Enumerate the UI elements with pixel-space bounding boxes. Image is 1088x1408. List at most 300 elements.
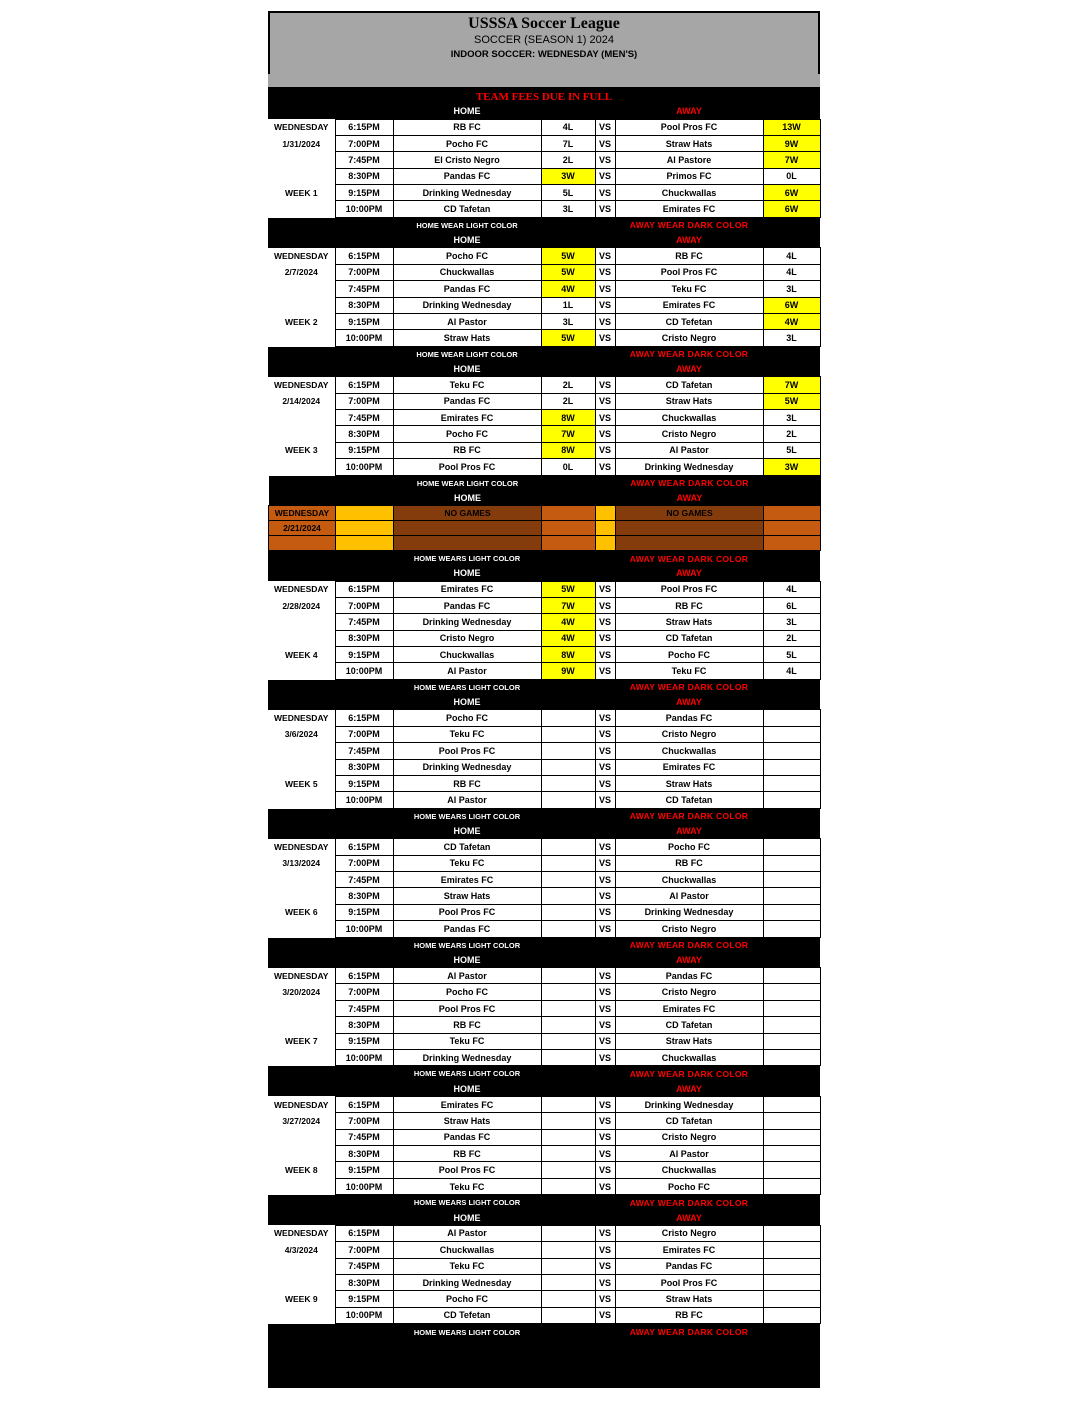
game-time: 9:15PM xyxy=(335,313,393,329)
table-row xyxy=(268,281,820,297)
vs-label: VS xyxy=(595,459,615,475)
game-time: 8:30PM xyxy=(335,1017,393,1033)
away-team: CD Tafetan xyxy=(615,792,763,808)
home-score xyxy=(541,1291,595,1307)
home-team: Pandas FC xyxy=(393,393,541,409)
home-score: 8W xyxy=(541,442,595,458)
game-time: 10:00PM xyxy=(335,663,393,679)
division-label: INDOOR SOCCER: WEDNESDAY (MEN'S) xyxy=(450,49,638,60)
sheet-footer xyxy=(268,1340,820,1388)
home-team: Teku FC xyxy=(393,1258,541,1274)
away-column-label: AWAY xyxy=(615,1210,763,1225)
home-score: 4W xyxy=(541,630,595,646)
home-team: Pandas FC xyxy=(393,1129,541,1145)
week-number: WEEK 5 xyxy=(268,775,335,791)
away-column-label: AWAY xyxy=(615,233,763,248)
home-score: 8W xyxy=(541,647,595,663)
game-time: 7:45PM xyxy=(335,409,393,425)
vs-label: VS xyxy=(595,168,615,184)
game-time: 6:15PM xyxy=(335,968,393,984)
away-wear-banner: AWAY WEAR DARK COLOR xyxy=(615,1066,763,1081)
fees-notice: TEAM FEES DUE IN FULL xyxy=(268,87,820,104)
away-team: Chuckwallas xyxy=(615,1050,763,1066)
vs-label: VS xyxy=(595,759,615,775)
table-row xyxy=(268,409,820,425)
vs-label: VS xyxy=(595,597,615,613)
away-score xyxy=(763,888,820,904)
away-score xyxy=(763,1225,820,1241)
vs-label: VS xyxy=(595,409,615,425)
home-team: CD Tafetan xyxy=(393,201,541,217)
home-team: Emirates FC xyxy=(393,581,541,597)
table-row xyxy=(268,921,820,937)
away-team: RB FC xyxy=(615,597,763,613)
away-team: Pandas FC xyxy=(615,1258,763,1274)
game-date: 1/31/2024 xyxy=(268,135,335,151)
game-time: 10:00PM xyxy=(335,921,393,937)
day-spacer xyxy=(268,1274,335,1290)
away-score: 4L xyxy=(763,581,820,597)
table-row xyxy=(268,393,820,409)
home-score xyxy=(541,1017,595,1033)
day-spacer xyxy=(268,330,335,346)
away-team: Straw Hats xyxy=(615,775,763,791)
vs-label: VS xyxy=(595,1033,615,1049)
away-team: RB FC xyxy=(615,855,763,871)
table-row xyxy=(268,168,820,184)
away-score xyxy=(763,792,820,808)
vs-label: VS xyxy=(595,393,615,409)
away-score xyxy=(763,839,820,855)
table-row xyxy=(268,1096,820,1112)
home-team: Al Pastor xyxy=(393,792,541,808)
table-row xyxy=(268,630,820,646)
home-score xyxy=(541,904,595,920)
game-time: 7:00PM xyxy=(335,984,393,1000)
game-time: 7:45PM xyxy=(335,152,393,168)
away-column-label: AWAY xyxy=(615,362,763,377)
home-team: CD Tefetan xyxy=(393,1307,541,1323)
vs-label: VS xyxy=(595,1017,615,1033)
table-row xyxy=(268,839,820,855)
week-number: WEEK 9 xyxy=(268,1291,335,1307)
table-row xyxy=(268,743,820,759)
score-cell xyxy=(542,506,596,521)
home-team: Emirates FC xyxy=(393,872,541,888)
home-team: Teku FC xyxy=(393,1178,541,1194)
vs-label: VS xyxy=(595,581,615,597)
home-team: Drinking Wednesday xyxy=(393,614,541,630)
vs-cell xyxy=(596,506,616,521)
final-away-banner: AWAY WEAR DARK COLOR xyxy=(615,1324,763,1340)
home-team: Drinking Wednesday xyxy=(393,297,541,313)
home-score: 5W xyxy=(541,330,595,346)
vs-label: VS xyxy=(595,921,615,937)
home-score: 2L xyxy=(541,393,595,409)
home-team: Pandas FC xyxy=(393,281,541,297)
day-spacer xyxy=(268,459,335,475)
away-team: Chuckwallas xyxy=(615,872,763,888)
vs-label: VS xyxy=(595,313,615,329)
table-row xyxy=(268,726,820,742)
game-date: 3/27/2024 xyxy=(268,1113,335,1129)
date-cell xyxy=(269,536,336,551)
away-score: 13W xyxy=(763,119,820,135)
away-score xyxy=(763,1017,820,1033)
table-row xyxy=(268,775,820,791)
away-score: 4L xyxy=(763,264,820,280)
game-time: 6:15PM xyxy=(335,839,393,855)
home-score xyxy=(541,710,595,726)
home-team: Al Pastor xyxy=(393,1225,541,1241)
game-time: 8:30PM xyxy=(335,888,393,904)
week-number: WEEK 3 xyxy=(268,442,335,458)
away-team: Cristo Negro xyxy=(615,921,763,937)
no-games-home: NO GAMES xyxy=(394,506,542,521)
table-row xyxy=(268,1000,820,1016)
vs-label: VS xyxy=(595,1162,615,1178)
home-team: Al Pastor xyxy=(393,968,541,984)
away-team: CD Tafetan xyxy=(615,630,763,646)
day-spacer xyxy=(268,614,335,630)
away-team: Emirates FC xyxy=(615,759,763,775)
away-score xyxy=(763,759,820,775)
home-score: 9W xyxy=(541,663,595,679)
home-team: RB FC xyxy=(393,1146,541,1162)
home-score xyxy=(541,888,595,904)
game-time: 9:15PM xyxy=(335,1033,393,1049)
table-row xyxy=(268,1291,820,1307)
table-row xyxy=(268,792,820,808)
away-team: CD Tefetan xyxy=(615,313,763,329)
home-column-label: HOME xyxy=(393,953,541,968)
game-time: 10:00PM xyxy=(335,1307,393,1323)
home-score xyxy=(541,726,595,742)
game-time: 9:15PM xyxy=(335,904,393,920)
day-spacer xyxy=(268,409,335,425)
home-team: Straw Hats xyxy=(393,1113,541,1129)
home-team: RB FC xyxy=(393,775,541,791)
day-spacer xyxy=(268,152,335,168)
away-score xyxy=(763,743,820,759)
away-score: 9W xyxy=(763,135,820,151)
vs-label: VS xyxy=(595,377,615,393)
vs-label: VS xyxy=(595,904,615,920)
away-team: CD Tafetan xyxy=(615,377,763,393)
home-wear-banner: HOME WEARS LIGHT COLOR xyxy=(393,1195,541,1210)
away-column-label: AWAY xyxy=(616,491,764,506)
home-team: Drinking Wednesday xyxy=(393,185,541,201)
vs-label: VS xyxy=(595,442,615,458)
game-time: 7:00PM xyxy=(335,264,393,280)
game-time: 7:45PM xyxy=(335,1000,393,1016)
away-score xyxy=(763,921,820,937)
week-number: WEEK 7 xyxy=(268,1033,335,1049)
vs-label: VS xyxy=(595,1178,615,1194)
week-block xyxy=(268,551,821,680)
away-team: Emirates FC xyxy=(615,297,763,313)
table-row xyxy=(268,663,820,679)
home-wear-banner: HOME WEARS LIGHT COLOR xyxy=(393,680,541,695)
away-team: Al Pastor xyxy=(615,442,763,458)
table-row xyxy=(268,888,820,904)
game-time: 9:15PM xyxy=(335,647,393,663)
table-row xyxy=(268,119,820,135)
home-score: 3L xyxy=(541,313,595,329)
away-team: Drinking Wednesday xyxy=(615,1096,763,1112)
away-team: Drinking Wednesday xyxy=(615,459,763,475)
home-column-label: HOME xyxy=(393,695,541,710)
game-time: 7:00PM xyxy=(335,393,393,409)
vs-label: VS xyxy=(595,1113,615,1129)
vs-label: VS xyxy=(595,888,615,904)
away-column-label: AWAY xyxy=(615,104,763,119)
table-row xyxy=(268,152,820,168)
away-team: Cristo Negro xyxy=(615,984,763,1000)
away-team: Pocho FC xyxy=(615,1178,763,1194)
home-score xyxy=(541,968,595,984)
game-time: 7:45PM xyxy=(335,872,393,888)
table-row xyxy=(268,330,820,346)
week-block xyxy=(268,938,821,1067)
table-row xyxy=(268,968,820,984)
home-score: 7W xyxy=(541,597,595,613)
vs-label: VS xyxy=(595,1146,615,1162)
home-score xyxy=(541,1000,595,1016)
away-team: Al Pastor xyxy=(615,888,763,904)
final-banner xyxy=(268,1324,820,1340)
away-score: 6W xyxy=(763,185,820,201)
away-score: 5L xyxy=(763,442,820,458)
away-wear-banner: AWAY WEAR DARK COLOR xyxy=(615,347,763,362)
home-score: 4W xyxy=(541,281,595,297)
away-score: 6W xyxy=(763,297,820,313)
table-row xyxy=(268,297,820,313)
home-column-label: HOME xyxy=(393,362,541,377)
away-score: 7W xyxy=(763,152,820,168)
vs-label: VS xyxy=(595,968,615,984)
home-column-label: HOME xyxy=(393,233,541,248)
no-games-cell xyxy=(616,536,764,551)
vs-label: VS xyxy=(595,614,615,630)
table-row xyxy=(268,1146,820,1162)
home-team: Chuckwallas xyxy=(393,1242,541,1258)
home-score: 2L xyxy=(541,152,595,168)
home-score: 8W xyxy=(541,409,595,425)
away-score: 3L xyxy=(763,281,820,297)
away-score: 6L xyxy=(763,597,820,613)
away-score: 4W xyxy=(763,313,820,329)
away-score: 5L xyxy=(763,647,820,663)
away-score xyxy=(763,1096,820,1112)
table-row xyxy=(268,264,820,280)
home-wear-banner: HOME WEARS LIGHT COLOR xyxy=(393,938,541,953)
away-wear-banner: AWAY WEAR DARK COLOR xyxy=(615,680,763,695)
game-time: 9:15PM xyxy=(335,442,393,458)
vs-cell xyxy=(596,521,616,536)
away-team: Teku FC xyxy=(615,663,763,679)
home-score xyxy=(541,1129,595,1145)
game-time: 8:30PM xyxy=(335,1146,393,1162)
home-score xyxy=(541,759,595,775)
vs-label: VS xyxy=(595,1050,615,1066)
away-team: Emirates FC xyxy=(615,1000,763,1016)
away-team: Pool Pros FC xyxy=(615,581,763,597)
away-score xyxy=(763,1033,820,1049)
home-team: Pool Pros FC xyxy=(393,459,541,475)
away-team: Chuckwallas xyxy=(615,743,763,759)
game-time: 7:00PM xyxy=(335,726,393,742)
home-team: Straw Hats xyxy=(393,888,541,904)
home-team: RB FC xyxy=(393,119,541,135)
game-time: 10:00PM xyxy=(335,201,393,217)
home-score: 5W xyxy=(541,264,595,280)
score-cell xyxy=(764,521,821,536)
home-team: Teku FC xyxy=(393,855,541,871)
game-time: 6:15PM xyxy=(335,1096,393,1112)
home-team: Pool Pros FC xyxy=(393,1000,541,1016)
day-spacer xyxy=(268,201,335,217)
game-time: 9:15PM xyxy=(335,775,393,791)
home-score: 7L xyxy=(541,135,595,151)
game-day: WEDNESDAY xyxy=(268,968,335,984)
away-team: Cristo Negro xyxy=(615,726,763,742)
home-wear-banner: HOME WEAR LIGHT COLOR xyxy=(393,347,541,362)
vs-label: VS xyxy=(595,426,615,442)
home-team: Al Pastor xyxy=(393,313,541,329)
time-cell xyxy=(336,521,394,536)
game-time: 6:15PM xyxy=(335,581,393,597)
table-row xyxy=(268,1017,820,1033)
home-team: Chuckwallas xyxy=(393,264,541,280)
away-team: Chuckwallas xyxy=(615,409,763,425)
home-wear-banner: HOME WEAR LIGHT COLOR xyxy=(394,476,542,491)
away-team: Emirates FC xyxy=(615,201,763,217)
away-score xyxy=(763,984,820,1000)
home-score xyxy=(541,1146,595,1162)
home-score xyxy=(541,1033,595,1049)
away-score: 0L xyxy=(763,168,820,184)
away-wear-banner: AWAY WEAR DARK COLOR xyxy=(615,218,763,233)
away-score xyxy=(763,904,820,920)
header-gap xyxy=(268,74,820,87)
away-score xyxy=(763,1162,820,1178)
week-number: WEEK 6 xyxy=(268,904,335,920)
vs-label: VS xyxy=(595,201,615,217)
game-date: 3/13/2024 xyxy=(268,855,335,871)
away-score xyxy=(763,1291,820,1307)
vs-cell xyxy=(596,536,616,551)
game-time: 9:15PM xyxy=(335,1162,393,1178)
table-row xyxy=(268,135,820,151)
game-time: 6:15PM xyxy=(335,377,393,393)
home-score xyxy=(541,839,595,855)
home-team: Pocho FC xyxy=(393,984,541,1000)
away-column-label: AWAY xyxy=(615,953,763,968)
away-score: 3W xyxy=(763,459,820,475)
away-team: Cristo Negro xyxy=(615,426,763,442)
game-date: 4/3/2024 xyxy=(268,1242,335,1258)
vs-label: VS xyxy=(595,855,615,871)
home-column-label: HOME xyxy=(393,824,541,839)
home-team: Pool Pros FC xyxy=(393,904,541,920)
week-block xyxy=(268,347,821,476)
day-spacer xyxy=(268,872,335,888)
day-spacer xyxy=(268,168,335,184)
home-score xyxy=(541,921,595,937)
table-row xyxy=(268,377,820,393)
away-team: Pool Pros FC xyxy=(615,119,763,135)
home-team: Pandas FC xyxy=(393,168,541,184)
away-team: Al Pastore xyxy=(615,152,763,168)
game-day: WEDNESDAY xyxy=(269,506,336,521)
day-spacer xyxy=(268,888,335,904)
table-row xyxy=(268,185,820,201)
home-score: 5W xyxy=(541,248,595,264)
game-time: 8:30PM xyxy=(335,426,393,442)
home-team: Cristo Negro xyxy=(393,630,541,646)
away-team: RB FC xyxy=(615,1307,763,1323)
home-team: Pocho FC xyxy=(393,1291,541,1307)
vs-label: VS xyxy=(595,872,615,888)
no-games-away: NO GAMES xyxy=(616,506,764,521)
home-column-label: HOME xyxy=(393,104,541,119)
away-score: 5W xyxy=(763,393,820,409)
away-team: Al Pastor xyxy=(615,1146,763,1162)
day-spacer xyxy=(268,663,335,679)
away-score xyxy=(763,775,820,791)
game-date: 2/7/2024 xyxy=(268,264,335,280)
home-team: Chuckwallas xyxy=(393,647,541,663)
day-spacer xyxy=(268,1129,335,1145)
game-time: 10:00PM xyxy=(335,459,393,475)
home-team: Pandas FC xyxy=(393,597,541,613)
home-wear-banner: HOME WEAR LIGHT COLOR xyxy=(393,218,541,233)
season-subtitle: SOCCER (SEASON 1) 2024 xyxy=(474,34,614,46)
day-spacer xyxy=(268,426,335,442)
home-score: 3L xyxy=(541,201,595,217)
home-score xyxy=(541,1096,595,1112)
home-score xyxy=(541,1307,595,1323)
home-score xyxy=(541,855,595,871)
table-row xyxy=(268,1178,820,1194)
home-score: 4L xyxy=(541,119,595,135)
game-time: 6:15PM xyxy=(335,1225,393,1241)
home-score: 4W xyxy=(541,614,595,630)
game-day: WEDNESDAY xyxy=(268,581,335,597)
table-row xyxy=(268,313,820,329)
away-score: 2L xyxy=(763,426,820,442)
day-spacer xyxy=(268,792,335,808)
table-row xyxy=(268,855,820,871)
game-time: 7:45PM xyxy=(335,614,393,630)
away-score xyxy=(763,1307,820,1323)
vs-label: VS xyxy=(595,297,615,313)
game-time: 7:00PM xyxy=(335,135,393,151)
away-team: Cristo Negro xyxy=(615,1225,763,1241)
away-team: Straw Hats xyxy=(615,1291,763,1307)
game-day: WEDNESDAY xyxy=(268,248,335,264)
away-score xyxy=(763,872,820,888)
table-row xyxy=(268,1274,820,1290)
game-time: 7:45PM xyxy=(335,1258,393,1274)
away-team: Teku FC xyxy=(615,281,763,297)
game-time: 10:00PM xyxy=(335,792,393,808)
away-team: Straw Hats xyxy=(615,393,763,409)
home-score xyxy=(541,1113,595,1129)
table-row xyxy=(268,647,820,663)
home-column-label: HOME xyxy=(393,566,541,581)
